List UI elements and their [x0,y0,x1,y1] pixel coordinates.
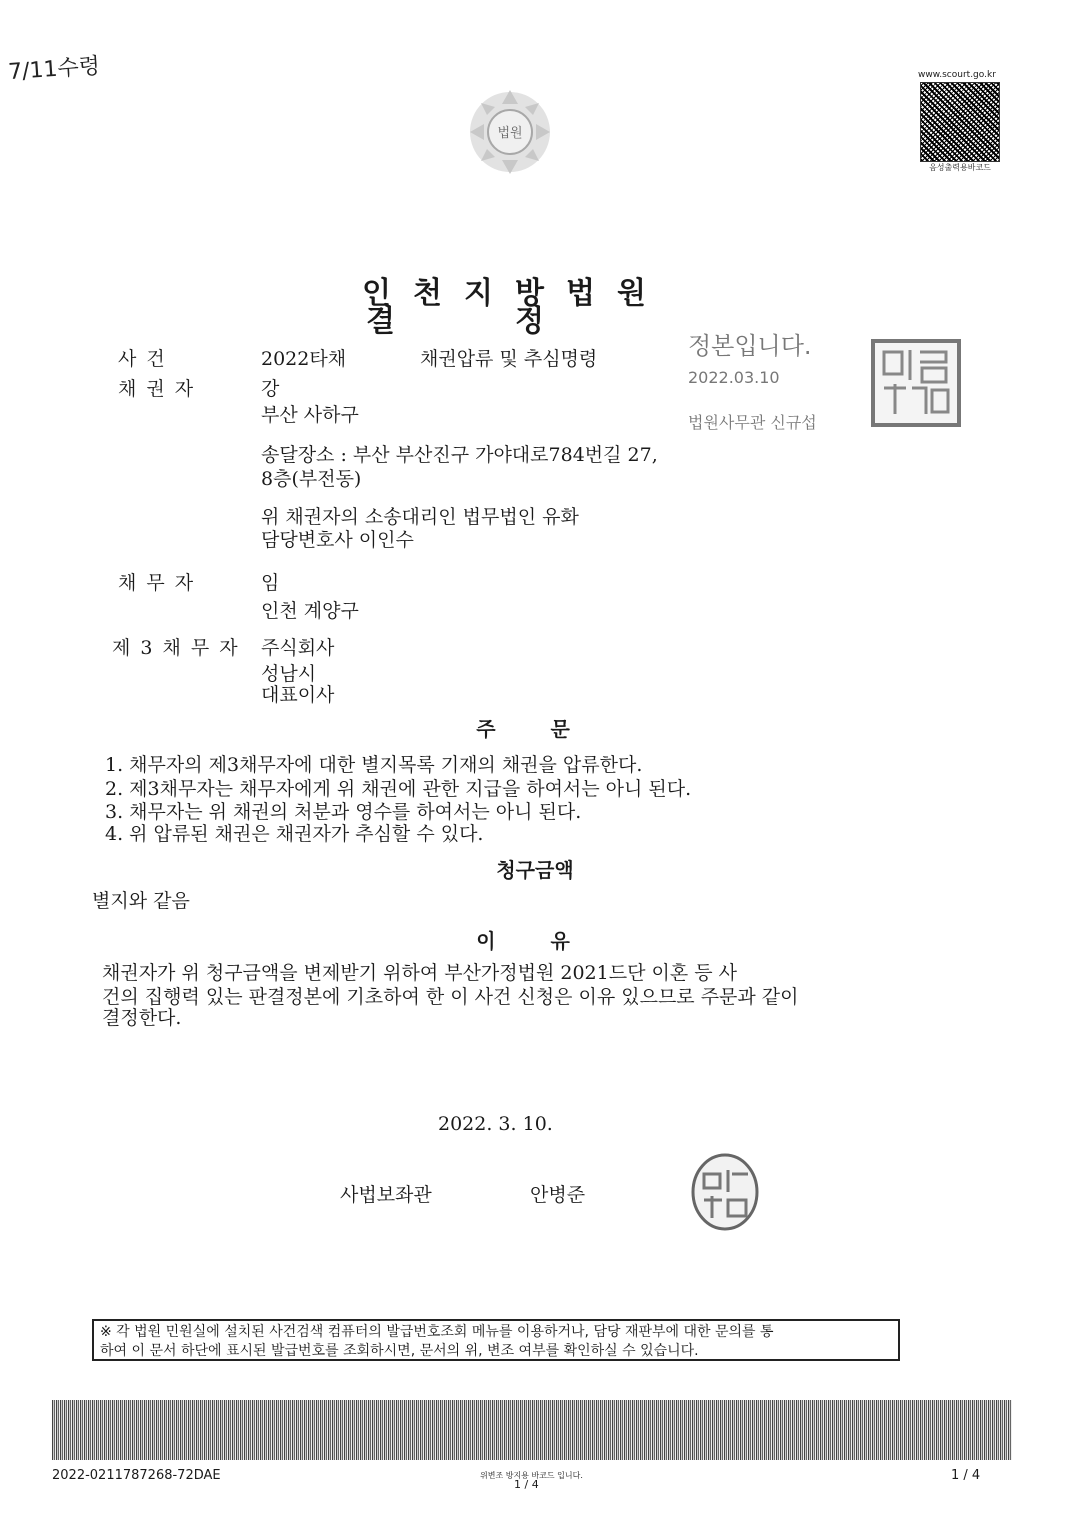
notice-line: 하여 이 문서 하단에 표시된 발급번호를 조회하시면, 문서의 위, 변조 여부를 확인하실 수 있습니다. [100,1343,699,1359]
case-name: 채권압류 및 추심명령 [420,348,598,370]
reason-line: 결정한다. [102,1007,182,1029]
creditor-agent-1: 위 채권자의 소송대리인 법무법인 유화 [261,506,579,528]
creditor-delivery-1: 송달장소 : 부산 부산진구 가야대로784번길 27, [261,444,658,466]
qr-url: www.scourt.go.kr [918,70,996,80]
official-seal-icon [870,338,962,428]
center-page-number: 1 / 4 [514,1478,539,1491]
debtor-label: 채 무 자 [118,572,196,594]
doc-type: 결정 [366,304,664,339]
creditor-agent-2: 담당변호사 이인수 [261,529,414,551]
seal-officer: 법원사무관 신규섭 [688,413,817,432]
decision-date: 2022. 3. 10. [438,1113,553,1135]
barcode-note: 위변조 방지용 바코드 입니다. [480,1471,583,1480]
order-item: 4. 위 압류된 채권은 채권자가 추심할 수 있다. [105,823,484,845]
creditor-label: 채 권 자 [118,378,196,400]
qr-caption: 음성출력용바코드 [929,163,991,172]
third-debtor-rep: 대표이사 [261,684,335,706]
case-label: 사 건 [118,348,167,370]
notice-line: ※ 각 법원 민원실에 설치된 사건검색 컴퓨터의 발급번호조회 메뉴를 이용하거나, 담당 재판부에 대한 문의를 통 [100,1324,774,1340]
handwritten-note: 7/11수령 [7,53,101,86]
creditor-name: 강 [261,378,280,400]
court-name: 인천지방법원 [362,276,668,311]
third-debtor-label: 제 3 채 무 자 [112,637,240,659]
qr-code [920,82,1000,162]
judge-seal-icon [690,1152,760,1232]
claim-text: 별지와 같음 [92,890,190,912]
anti-forgery-barcode [52,1400,1012,1460]
reason-heading: 이 유 [476,929,594,953]
case-number: 2022타채 [261,348,347,370]
creditor-delivery-2: 8층(부전동) [261,468,362,490]
claim-heading: 청구금액 [496,858,574,882]
order-item: 2. 제3채무자는 채무자에게 위 채권에 관한 지급을 하여서는 아니 된다. [105,778,692,800]
reason-line: 채권자가 위 청구금액을 변제받기 위하여 부산가정법원 2021드단 이혼 등 사 [102,962,737,984]
debtor-name: 임 [261,572,280,594]
order-item: 3. 채무자는 위 채권의 처분과 영수를 하여서는 아니 된다. [105,801,582,823]
reason-line: 건의 집행력 있는 판결정본에 기초하여 한 이 사건 신청은 이유 있으므로 주문과 같이 [102,986,799,1008]
order-heading: 주 문 [476,717,594,741]
creditor-address: 부산 사하구 [261,404,359,426]
seal-date: 2022.03.10 [688,368,780,387]
page-number: 1 / 4 [951,1468,981,1483]
third-debtor-name: 주식회사 [261,637,335,659]
judge-name: 안병준 [530,1184,586,1206]
issue-number: 2022-0211787268-72DAE [52,1468,221,1483]
seal-title: 정본입니다. [688,332,812,360]
judge-title: 사법보좌관 [340,1184,432,1206]
debtor-address: 인천 계양구 [261,600,359,622]
emblem-label: 법원 [497,126,523,141]
verification-notice [92,1319,900,1361]
third-debtor-address: 성남시 [261,663,317,685]
order-item: 1. 채무자의 제3채무자에 대한 별지목록 기재의 채권을 압류한다. [105,754,643,776]
